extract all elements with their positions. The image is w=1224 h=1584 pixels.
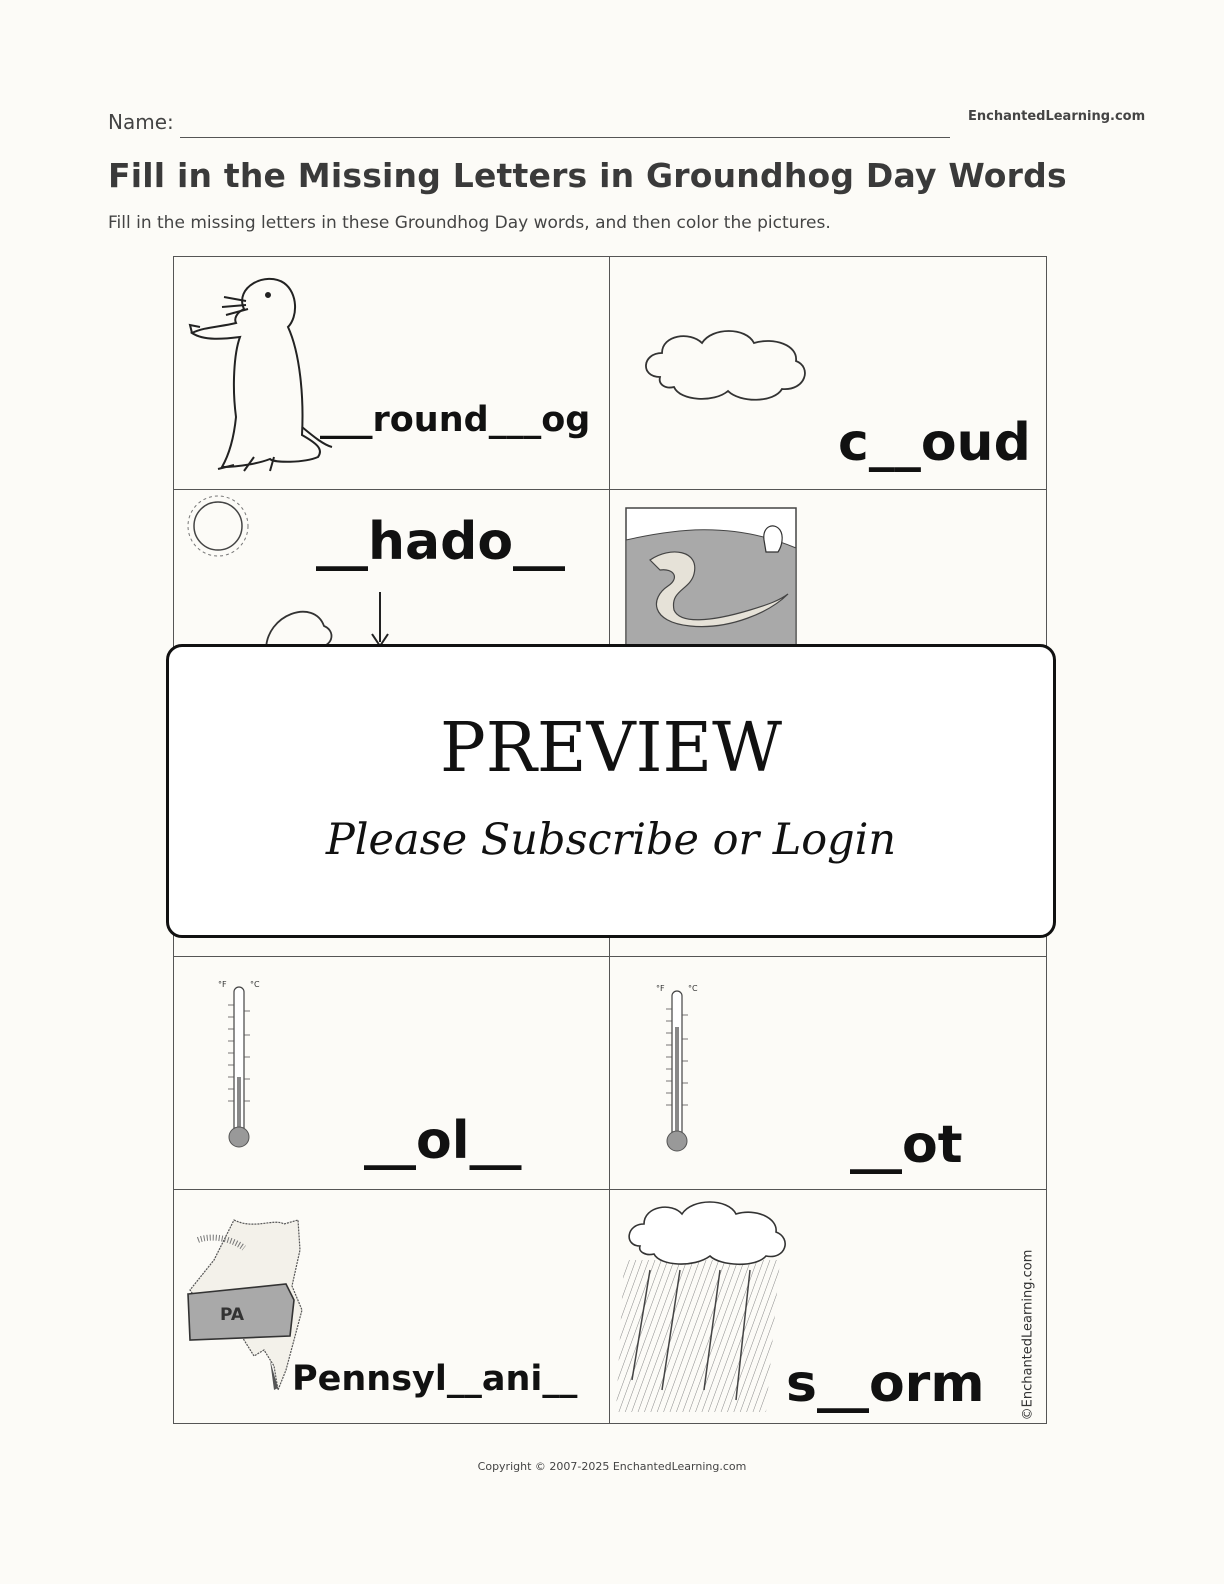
word-storm: s__orm — [786, 1353, 985, 1414]
site-brand[interactable]: EnchantedLearning.com — [968, 109, 1146, 124]
worksheet-cell-hot — [610, 957, 1046, 1190]
word-hot: __ot — [850, 1114, 963, 1175]
worksheet-cell-cold — [174, 957, 610, 1190]
preview-overlay[interactable] — [166, 644, 1056, 938]
preview-title: PREVIEW — [439, 709, 783, 788]
instructions: Fill in the missing letters in these Groundhog Day words, and then color the pictures. — [108, 213, 831, 233]
fahrenheit-label: °F — [656, 983, 665, 993]
worksheet-cell-storm — [610, 1190, 1046, 1423]
name-field-line[interactable] — [180, 137, 950, 138]
celsius-label: °C — [250, 979, 260, 989]
map-state-label: PA — [220, 1304, 245, 1325]
worksheet-cell-pennsylvania — [174, 1190, 610, 1423]
page-title: Fill in the Missing Letters in Groundhog Day Words — [108, 156, 1067, 195]
side-credit-text: ©EnchantedLearning.com — [1020, 1249, 1036, 1421]
thermometer-icon — [610, 957, 1046, 1189]
fahrenheit-label: °F — [218, 979, 227, 989]
word-groundhog: ___round___og — [320, 400, 591, 440]
celsius-label: °C — [688, 983, 698, 993]
worksheet-cell-groundhog — [174, 257, 610, 490]
word-cold: __ol__ — [364, 1110, 522, 1171]
side-credit — [1020, 1250, 1036, 1420]
word-pennsylvania: Pennsyl__ani__ — [292, 1358, 578, 1399]
subscribe-login-prompt[interactable]: Please Subscribe or Login — [325, 815, 897, 865]
worksheet-cell-cloud — [610, 257, 1046, 490]
word-cloud: c__oud — [838, 413, 1031, 473]
word-shadow: __hado__ — [316, 512, 566, 573]
copyright: Copyright © 2007-2025 EnchantedLearning.com — [477, 1460, 747, 1473]
groundhog-icon — [174, 257, 610, 489]
name-label: Name: — [108, 110, 174, 134]
